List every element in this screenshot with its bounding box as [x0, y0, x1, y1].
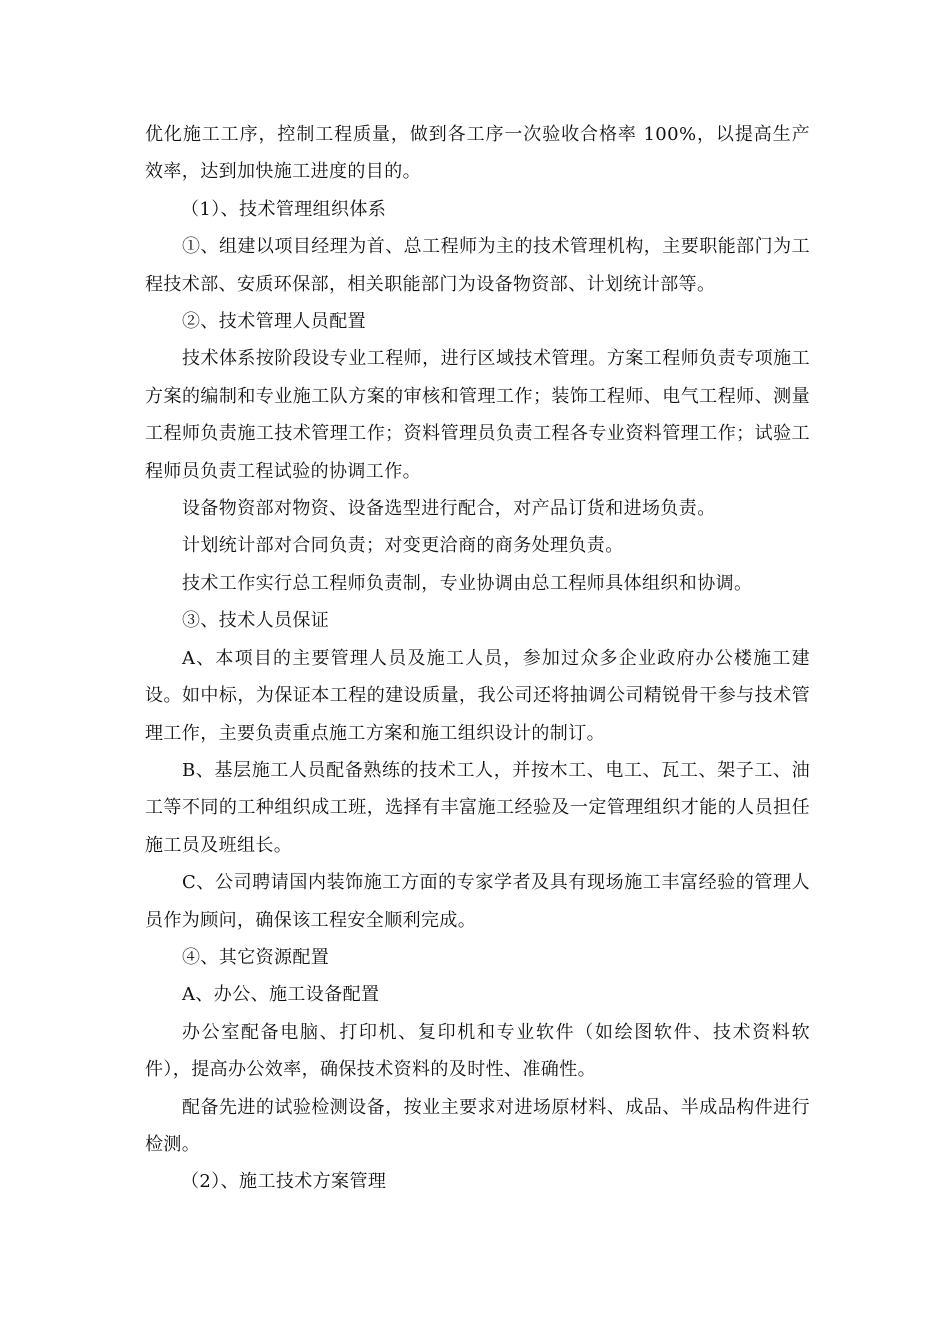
paragraph-testing-equipment: 配备先进的试验检测设备，按业主要求对进场原材料、成品、半成品构件进行检测。: [145, 1096, 810, 1155]
paragraph-management-structure: ①、组建以项目经理为首、总工程师为主的技术管理机构，主要职能部门为工程技术部、安质环保部，相关职能部门为设备物资部、计划统计部等。: [145, 236, 810, 295]
paragraph-item-b: B、基层施工人员配备熟练的技术工人，并按木工、电工、瓦工、架子工、油工等不同的工种组织成工班，选择有丰富施工经验及一定管理组织才能的人员担任施工员及班组长。: [145, 759, 810, 856]
paragraph-continued: 优化施工工序，控制工程质量，做到各工序一次验收合格率 100%，以提高生产效率，达到加快施工进度的目的。: [145, 124, 810, 183]
section-heading-construction-plan: （2）、施工技术方案管理: [181, 1171, 387, 1193]
paragraph-item-a: A、本项目的主要管理人员及施工人员，参加过众多企业政府办公楼施工建设。如中标，为保证本工程的建设质量，我公司还将抽调公司精锐骨干参与技术管理工作，主要负责重点施工方案和施工组织设计的制订。: [145, 647, 810, 744]
subheading-office-equipment: A、办公、施工设备配置: [182, 984, 380, 1006]
subheading-other-resources: ④、其它资源配置: [182, 946, 330, 968]
paragraph-planning-dept: 计划统计部对合同负责；对变更洽商的商务处理负责。: [182, 535, 624, 557]
paragraph-materials-dept: 设备物资部对物资、设备选型进行配合，对产品订货和进场负责。: [182, 498, 716, 520]
paragraph-office-setup: 办公室配备电脑、打印机、复印机和专业软件（如绘图软件、技术资料软件），提高办公效率，确保技术资料的及时性、准确性。: [145, 1021, 810, 1081]
paragraph-chief-engineer: 技术工作实行总工程师负责制，专业协调由总工程师具体组织和协调。: [182, 572, 753, 594]
subheading-staff-allocation: ②、技术管理人员配置: [182, 311, 366, 333]
document-body: [145, 116, 810, 1201]
paragraph-engineer-roles: 技术体系按阶段设专业工程师，进行区域技术管理。方案工程师负责专项施工方案的编制和专业施工队方案的审核和管理工作；装饰工程师、电气工程师、测量工程师负责施工技术管理工作；资料管理员负责工程各专业资料管理工作；试验工程师员负责工程试验的协调工作。: [145, 348, 810, 482]
paragraph-item-c: C、公司聘请国内装饰施工方面的专家学者及具有现场施工丰富经验的管理人员作为顾问，确保该工程安全顺利完成。: [145, 872, 810, 931]
subheading-staff-guarantee: ③、技术人员保证: [182, 610, 330, 632]
section-heading-technical-organization: （1）、技术管理组织体系: [181, 198, 387, 220]
